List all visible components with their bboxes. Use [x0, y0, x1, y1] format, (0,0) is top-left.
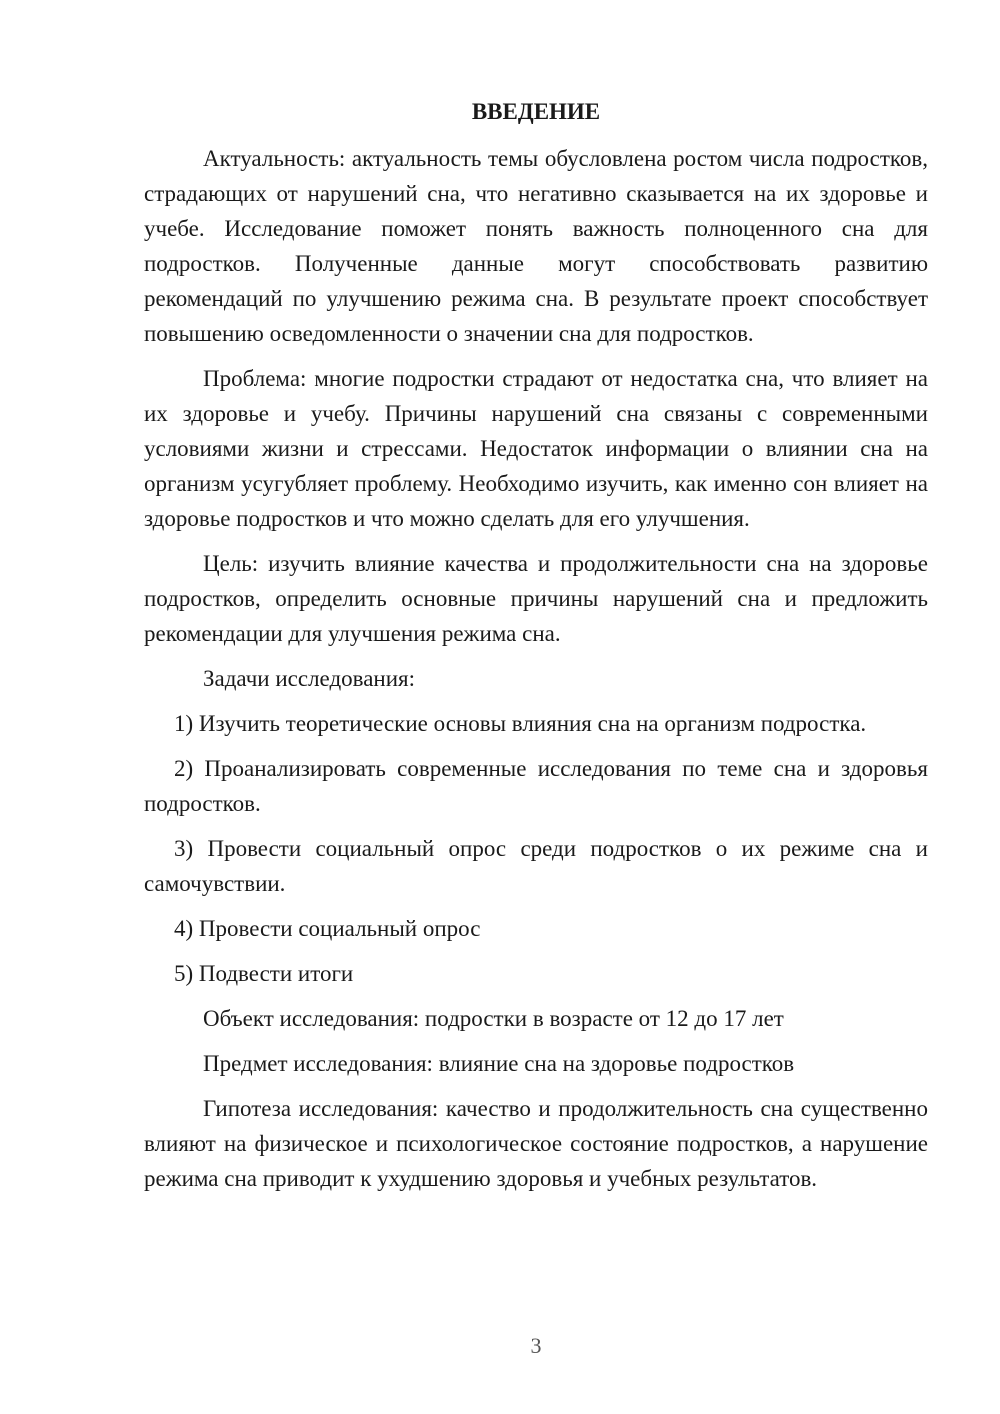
research-hypothesis: Гипотеза исследования: качество и продолжительность сна существенно влияют на физическое и психологическое состояние подростков, а нарушение режима сна приводит к ухудшению здоровья и учебных результатов. — [144, 1096, 928, 1191]
tasks-title: Задачи исследования: — [203, 666, 416, 691]
problem-paragraph: Проблема: многие подростки страдают от недостатка сна, что влияет на их здоровье и учебу. Причины нарушений сна связаны с современными условиями жизни и стрессами. Недостаток информации о влиянии сна на организм усугубляет проблему. Необходимо изучить, как именно сон влияет на здоровье подростков и что можно сделать для его улучшения. — [144, 366, 928, 531]
research-subject: Предмет исследования: влияние сна на здоровье подростков — [203, 1051, 795, 1076]
goal-paragraph: Цель: изучить влияние качества и продолжительности сна на здоровье подростков, определить основные причины нарушений сна и предложить рекомендации для улучшения режима сна. — [144, 551, 928, 646]
task-item-1: 1) Изучить теоретические основы влияния сна на организм подростка. — [174, 711, 867, 736]
page-number: 3 — [530, 1333, 542, 1358]
relevance-paragraph: Актуальность: актуальность темы обусловлена ростом числа подростков, страдающих от нарушений сна, что негативно сказывается на их здоровье и учебе. Исследование поможет понять важность полноценного сна для подростков. Полученные данные могут способствовать развитию рекомендаций по улучшению режима сна. В результате проект способствует повышению осведомленности о значении сна для подростков. — [144, 146, 928, 346]
research-object: Объект исследования: подростки в возрасте от 12 до 17 лет — [203, 1006, 784, 1031]
task-item-2: 2) Проанализировать современные исследования по теме сна и здоровья подростков. — [144, 756, 928, 816]
task-item-5: 5) Подвести итоги — [174, 961, 354, 986]
task-item-3: 3) Провести социальный опрос среди подростков о их режиме сна и самочувствии. — [144, 836, 928, 896]
task-item-4: 4) Провести социальный опрос — [174, 916, 481, 941]
page-heading: ВВЕДЕНИЕ — [471, 99, 601, 124]
page-content — [144, 94, 928, 1206]
